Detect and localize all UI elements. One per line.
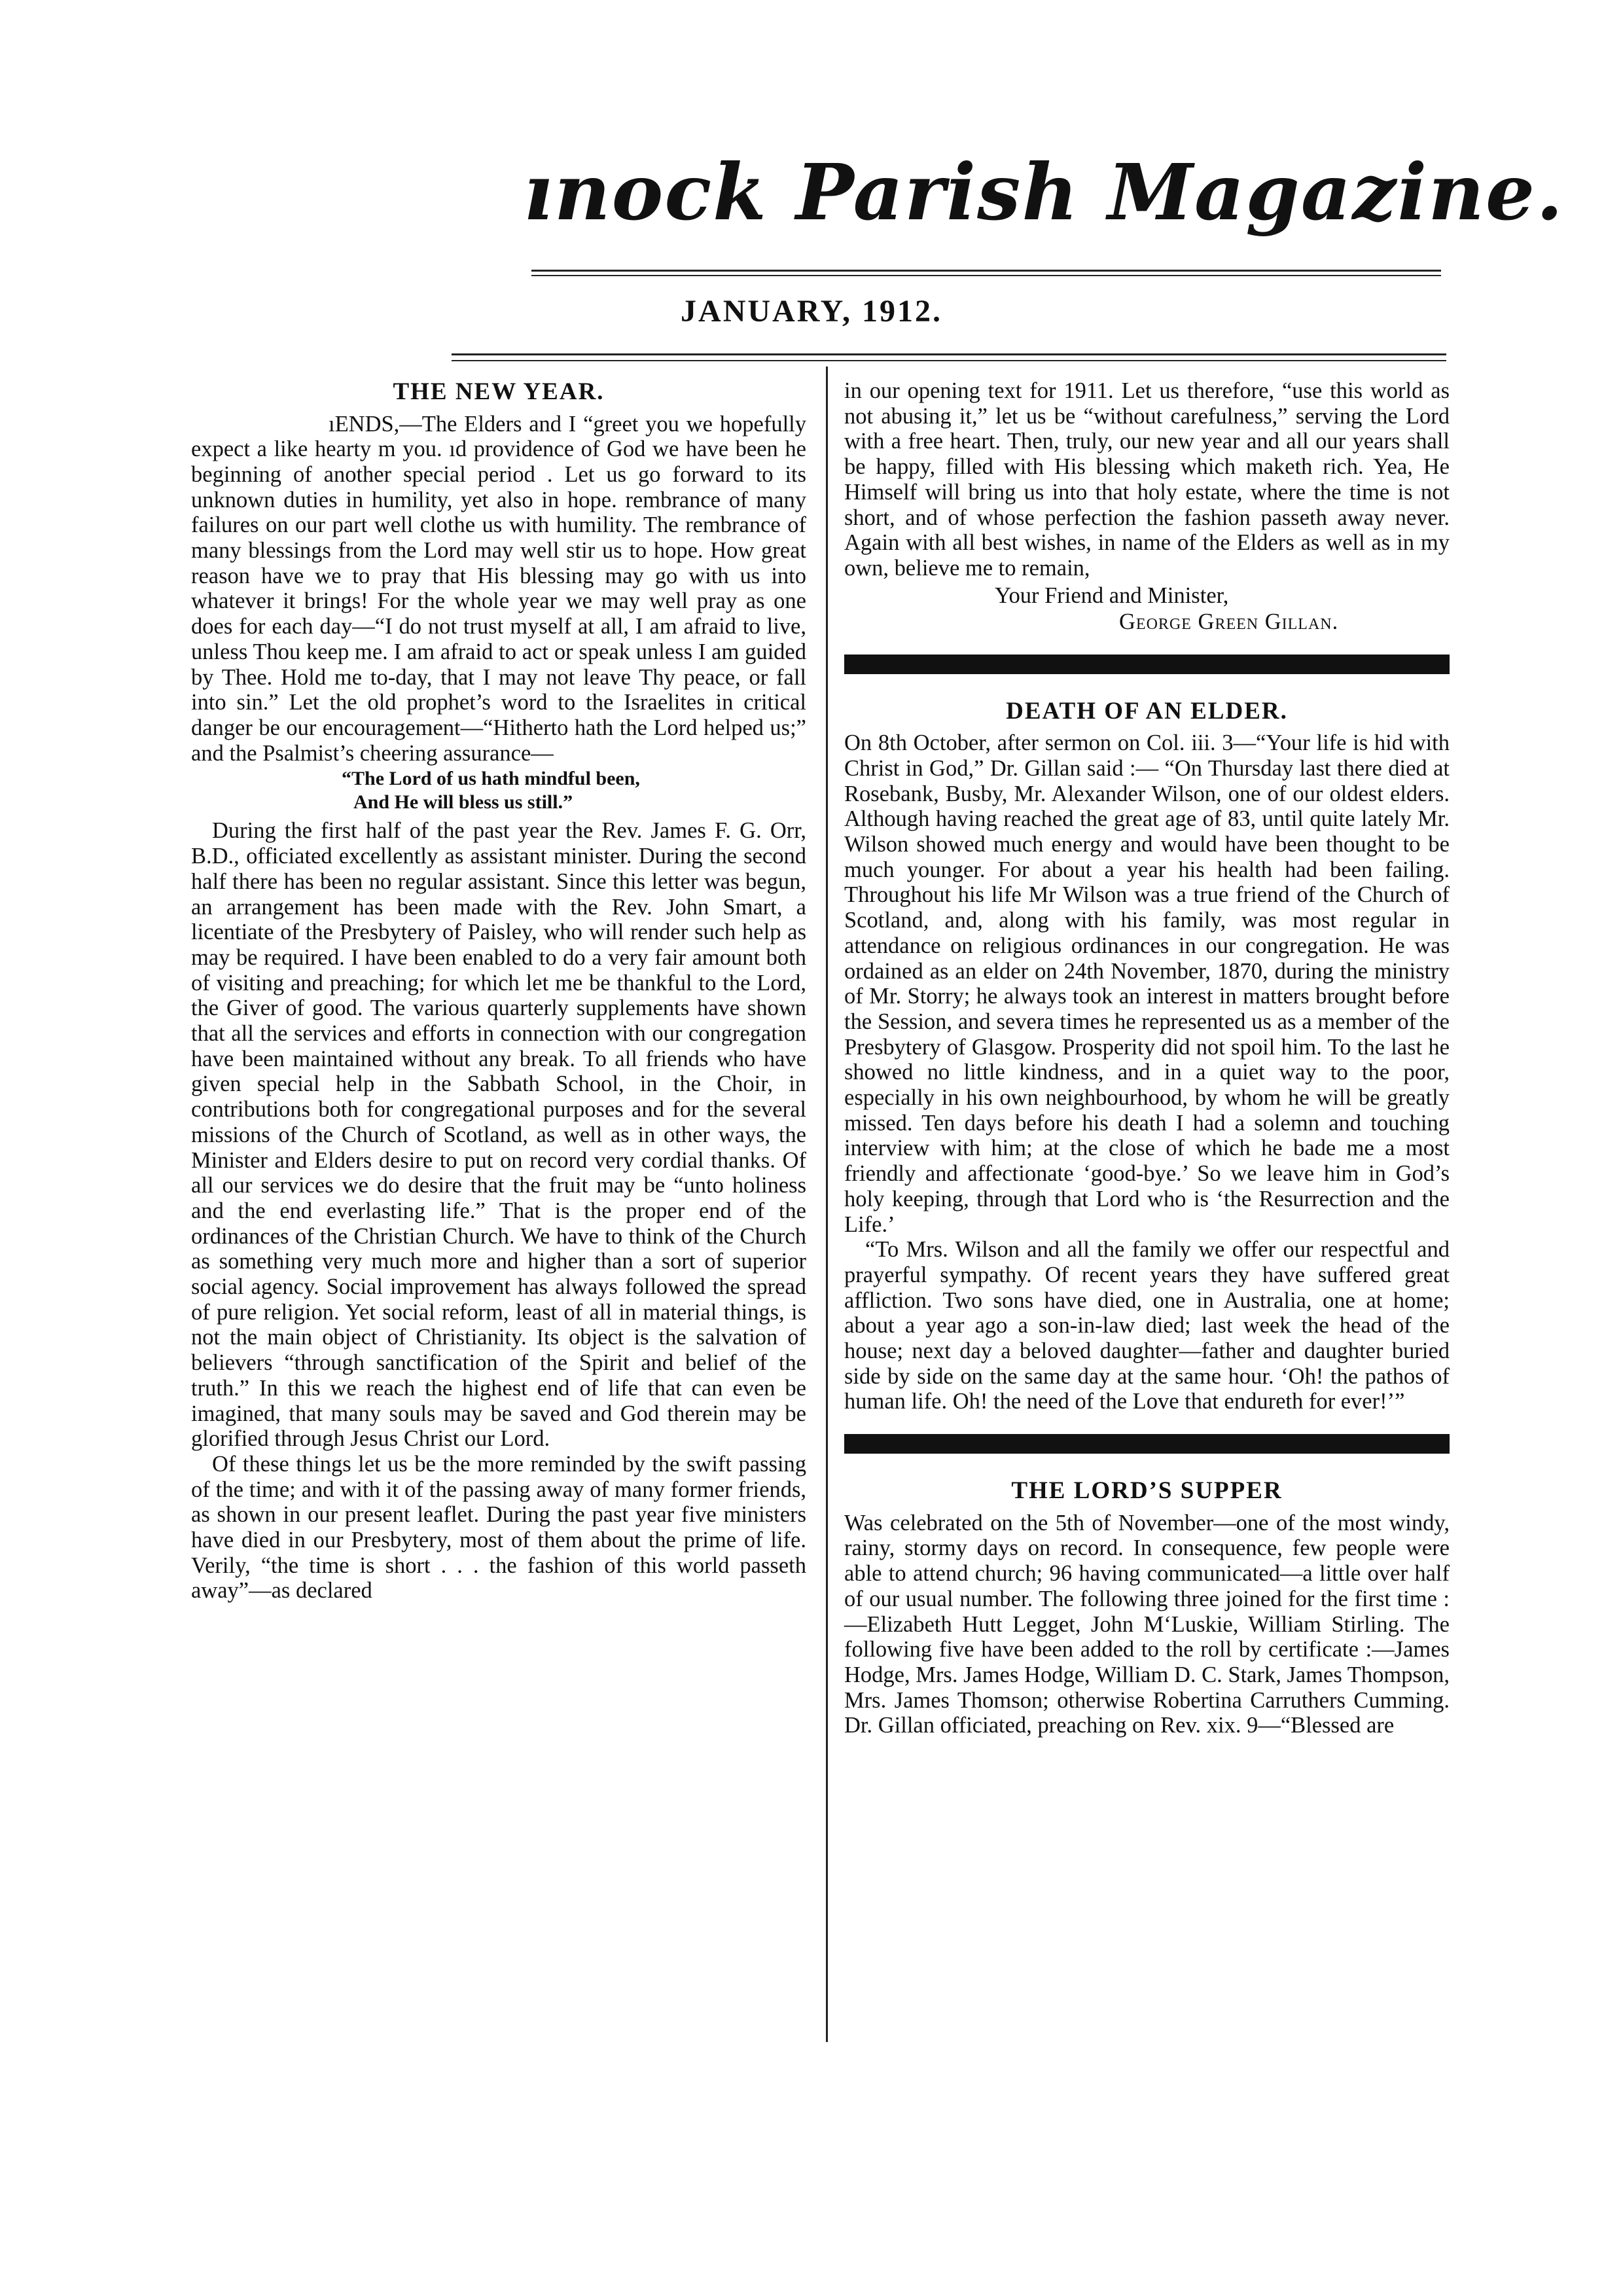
death-of-elder-paragraph-2: “To Mrs. Wilson and all the family we offer our respectful and prayerful sympathy. Of recent years they have suffered great affliction. Two sons have died, one in Australia, one at home; about a year ago a son-in-law died; last week the head of the house; next day a beloved daughter—father and daughter buried side by side on the same day at the same hour. ‘Oh! the pathos of human life. Oh! the need of the Love that endureth for ever!’”: [844, 1237, 1450, 1414]
new-year-paragraph-2: During the first half of the past year the Rev. James F. G. Orr, B.D., officiated excellently as assistant minister. During the second half there has been no regular assistant. Since this letter was begun, an arrangement has been made with the Rev. John Smart, a licentiate of the Presbytery of Paisley, who will render such help as may be required. I have been enabled to do a very fair amount both of visiting and preaching; for which let me be thankful to the Lord, the Giver of good. The various quarterly supplements have shown that all the services and efforts in connection with our congregation have been maintained without any break. To all friends who have given special help in the Sabbath School, in the Choir, in contributions both for congregational purposes and for the several missions of the Church of Scotland, as well as in other ways, the Minister and Elders desire to put on record very cordial thanks. Of all our services we do desire that the fruit may be “unto holiness and the end everlasting life.” That is the proper end of the ordinances of the Christian Church. We have to think of the Church as something very much more and higher than a sort of superior social agency. Social improvement has always followed the spread of pure religion. Yet social reform, least of all in material things, is not the main object of Christianity. Its object is the salvation of believers “through sanctification of the Spirit and belief of the truth.” In this we reach the highest end of life that can even be imagined, that many souls may be saved and God therein may be glorified through Jesus Christ our Lord.: [191, 818, 806, 1452]
new-year-heading: THE NEW YEAR.: [393, 378, 605, 405]
left-column: [191, 378, 806, 1604]
masthead-rule-bottom: [531, 275, 1441, 276]
header-rule-top: [452, 353, 1446, 355]
issue-date: JANUARY, 1912.: [681, 294, 942, 329]
death-of-elder-heading: DEATH OF AN ELDER.: [1006, 697, 1288, 725]
psalm-quote-line-1: “The Lord of us hath mindful been,: [342, 768, 640, 790]
death-of-elder-paragraph-1: On 8th October, after sermon on Col. iii. 3—“Your life is hid with Christ in God,” Dr. Gillan said :— “On Thursday last there died at Rosebank, Busby, Mr. Alexander Wilson, one of our oldest elders. Although having reached the great age of 83, until quite lately Mr. Wilson showed much energy and would have been thought to be much younger. For about a year his health had been failing. Throughout his life Mr Wilson was a true friend of the Church of Scotland, and, along with his family, was most regular in attendance on religious ordinances in our congregation. He was ordained as an elder on 24th November, 1870, during the ministry of Mr. Storry; he always took an interest in matters brought before the Session, and severa times he represented us as a member of the Presbytery of Glasgow. Prosperity did not spoil him. To the last he showed no little kindness, and in a quiet way to the poor, especially in his own neighbourhood, by whom he will be greatly missed. Ten days before his death I had a solemn and touching interview with him; at the close of which he bade me a most friendly and affectionate ‘good-bye.’ So we leave him in God’s holy keeping, through that Lord who is ‘the Resurrection and the Life.’: [844, 730, 1450, 1237]
header-rule-bottom: [452, 360, 1446, 361]
column-divider: [826, 367, 828, 2042]
right-column: [844, 378, 1450, 1738]
masthead-rule-top: [531, 270, 1441, 272]
new-year-opening: ıENDS,—The Elders and I “greet you we hopefully expect a like hearty m you. ıd providence of God we have been he beginning of another special period . Let us go forward to its unknown duties in humility, yet also in hope. rembrance of many failures on our part well clothe us with humility. The rembrance of many blessings from the Lord may well stir us to hope. How great reason have we to pray that His blessing may go with us into whatever it brings! For the whole year we may well pray as one does for each day—“I do not trust myself at all, I am afraid to live, unless Thou keep me. I am afraid to act or speak unless I am guided by Thee. Hold me to-day, that I may not leave Thy peace, or fall into sin.” Let the old prophet’s word to the Israelites in critical danger be our encouragement—“Hitherto hath the Lord helped us;” and the Psalmist’s cheering assurance—: [191, 411, 806, 766]
psalm-quote: [191, 767, 806, 814]
psalm-quote-line-2: And He will bless us still.”: [353, 791, 573, 814]
masthead-title: ınock Parish Magazine.: [524, 147, 1565, 238]
lords-supper-paragraph: Was celebrated on the 5th of November—one of the most windy, rainy, stormy days on record. In consequence, few people were able to attend church; 96 having communicated—a little over half of our usual number. The following three joined for the first time :—Elizabeth Hutt Legget, John M‘Luskie, William Stirling. The following five have been added to the roll by certificate :—James Hodge, Mrs. James Hodge, William D. C. Stark, James Thompson, Mrs. James Thomson; otherwise Robertina Carruthers Cumming. Dr. Gillan officiated, preaching on Rev. xix. 9—“Blessed are: [844, 1510, 1450, 1738]
lords-supper-heading: THE LORD’S SUPPER: [1011, 1477, 1283, 1505]
section-separator-bar: [844, 655, 1450, 674]
signoff-closing: Your Friend and Minister,: [995, 583, 1229, 608]
new-year-continuation: in our opening text for 1911. Let us therefore, “use this world as not abusing it,” let us be “without carefulness,” serving the Lord with a free heart. Then, truly, our new year and all our years shall be happy, filled with His blessing which maketh rich. Yea, He Himself will bring us into that holy estate, where the time is not short, and of whose perfection the fashion passeth away never. Again with all best wishes, in name of the Elders as well as in my own, believe me to remain,: [844, 378, 1450, 581]
letter-signoff: [844, 583, 1450, 635]
new-year-paragraph-3: Of these things let us be the more reminded by the swift passing of the time; and with it of the passing away of many former friends, as shown in our present leaflet. During the past year five ministers have died in our Presbytery, most of them about the prime of life. Verily, “the time is short . . . the fashion of this world passeth away”—as declared: [191, 1451, 806, 1604]
section-separator-bar: [844, 1434, 1450, 1454]
signoff-signature: George Green Gillan.: [1119, 609, 1339, 634]
